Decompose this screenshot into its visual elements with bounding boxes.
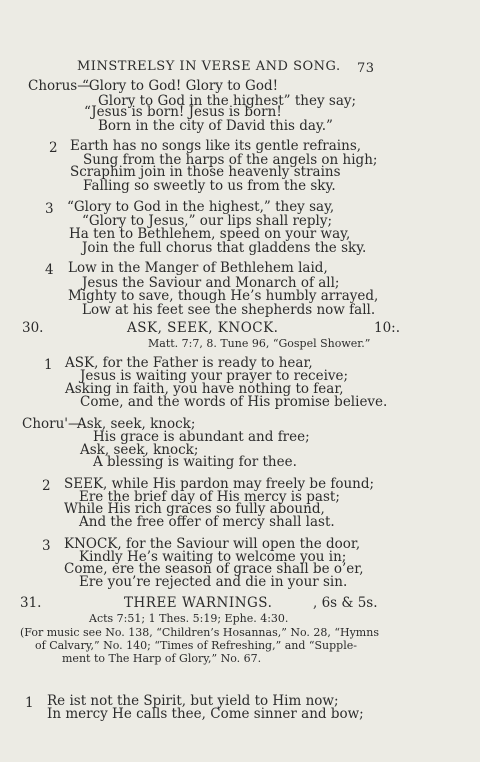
verse-line: His grace is abundant and free; (93, 429, 310, 445)
verse-number: 1 (44, 357, 53, 373)
hymn-title: THREE WARNINGS. (124, 595, 273, 611)
verse-line: Asking in faith, you have nothing to fear, (65, 381, 344, 397)
verse-line: In mercy He calls thee, Come sinner and bow; (47, 706, 364, 722)
verse-line: “Jesus is born! Jesus is born! (84, 104, 282, 120)
verse-line: Jesus the Saviour and Monarch of all; (82, 275, 340, 291)
verse-line: “Glory to God! Glory to God! (82, 78, 279, 94)
music-note: (For music see No. 138, “Children’s Hosannas,” No. 28, “Hymns (20, 626, 379, 639)
verse-line: Ask, seek, knock; (77, 416, 196, 432)
verse-number: 3 (42, 538, 51, 554)
verse-line: While His rich graces so fully abound, (64, 501, 325, 517)
hymn-number: 31. (20, 595, 42, 611)
hymn-number: 30. (22, 320, 44, 336)
verse-line: Low at his feet see the shepherds now fall. (82, 302, 376, 318)
verse-number: 2 (49, 140, 58, 156)
verse-number: 1 (25, 695, 34, 711)
running-header: MINSTRELSY IN VERSE AND SONG. (77, 59, 341, 74)
verse-line: Ask, seek, knock; (80, 442, 199, 458)
chorus-label: Choru'— (22, 416, 82, 432)
verse-line: And the free offer of mercy shall last. (79, 514, 335, 530)
hymn-meter: 10:. (374, 320, 401, 336)
verse-line: Born in the city of David this day.” (98, 118, 333, 134)
hymn-reference: Matt. 7:7, 8. Tune 96, “Gospel Shower.” (148, 337, 371, 350)
verse-line: Glory to God in the highest” they say; (98, 93, 357, 109)
verse-line: Scraphim join in those heavenly strains (70, 164, 341, 180)
verse-line: Mighty to save, though He’s humbly arrayed, (68, 288, 379, 304)
verse-line: SEEK, while His pardon may freely be found; (64, 476, 375, 492)
verse-line: Re ist not the Spirit, but yield to Him now; (47, 693, 339, 709)
verse-line: Come, ere the season of grace shall be o’er, (64, 561, 364, 577)
verse-line: Falling so sweetly to us from the sky. (83, 178, 336, 194)
chorus-label: Chorus— (28, 78, 91, 94)
verse-line: A blessing is waiting for thee. (93, 454, 297, 470)
verse-number: 2 (42, 478, 51, 494)
verse-line: Ere the brief day of His mercy is past; (79, 489, 340, 505)
verse-line: Low in the Manger of Bethlehem laid, (68, 260, 328, 276)
verse-line: KNOCK, for the Saviour will open the door, (64, 536, 361, 552)
verse-line: Earth has no songs like its gentle refrains, (70, 138, 362, 154)
verse-line: Ere you’re rejected and die in your sin. (79, 574, 348, 590)
music-note: of Calvary,” No. 140; “Times of Refreshing,” and “Supple- (35, 639, 357, 652)
verse-line: Sung from the harps of the angels on high; (83, 152, 378, 168)
verse-line: Jesus is waiting your prayer to receive; (80, 368, 349, 384)
verse-line: “Glory to Jesus,” our lips shall reply; (82, 213, 333, 229)
verse-number: 3 (45, 201, 54, 217)
verse-line: Come, and the words of His promise believe. (80, 394, 388, 410)
verse-line: Kindly He’s waiting to welcome you in; (79, 549, 347, 565)
verse-line: ASK, for the Father is ready to hear, (65, 355, 313, 371)
verse-line: Ha ten to Bethlehem, speed on your way, (69, 226, 351, 242)
hymn-reference: Acts 7:51; 1 Thes. 5:19; Ephe. 4:30. (89, 612, 289, 625)
verse-line: “Glory to God in the highest,” they say, (67, 199, 335, 215)
verse-number: 4 (45, 262, 54, 278)
page-number: 73 (357, 61, 375, 76)
hymn-meter: , 6s & 5s. (313, 595, 378, 611)
hymn-title: ASK, SEEK, KNOCK. (127, 320, 279, 336)
music-note: ment to The Harp of Glory,” No. 67. (62, 652, 262, 665)
verse-line: Join the full chorus that gladdens the sky. (82, 240, 367, 256)
